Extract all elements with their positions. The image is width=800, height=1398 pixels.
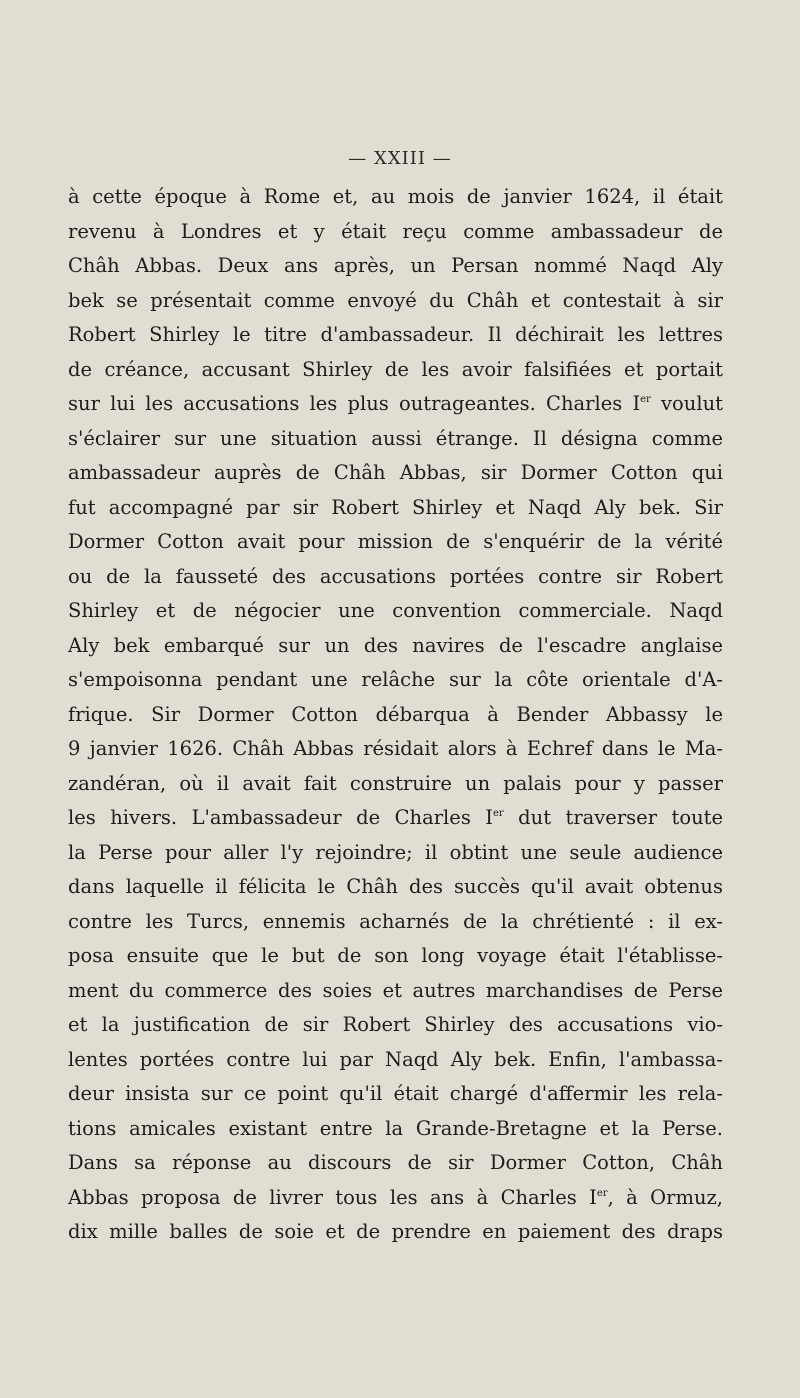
text-line: Abbas proposa de livrer tous les ans à Charles Ier, à Ormuz, xyxy=(68,1185,723,1209)
superscript: er xyxy=(493,808,504,819)
text-line: ou de la fausseté des accusations portées contre sir Robert xyxy=(68,564,723,588)
text-line: ment du commerce des soies et autres marchandises de Perse xyxy=(68,978,723,1002)
text-line: tions amicales existant entre la Grande-Bretagne et la Perse. xyxy=(68,1116,723,1140)
text-line: bek se présentait comme envoyé du Châh et contestait à sir xyxy=(68,288,723,312)
text-line: la Perse pour aller l'y rejoindre; il obtint une seule audience xyxy=(68,840,723,864)
superscript: er xyxy=(640,394,651,405)
text-line: Robert Shirley le titre d'ambassadeur. Il déchirait les lettres xyxy=(68,323,723,346)
text-line: dix mille balles de soie et de prendre en paiement des draps xyxy=(68,1220,723,1243)
text-line: frique. Sir Dormer Cotton débarqua à Bender Abbassy le xyxy=(68,702,723,726)
text-line: sur lui les accusations les plus outrageantes. Charles Ier voulut xyxy=(68,392,723,415)
text-line: ambassadeur auprès de Châh Abbas, sir Dormer Cotton qui xyxy=(68,461,723,484)
text-line: s'empoisonna pendant une relâche sur la côte orientale d'A- xyxy=(68,668,723,691)
body-text xyxy=(68,180,723,1250)
text-line: dans laquelle il félicita le Châh des succès qu'il avait obtenus xyxy=(68,875,723,898)
page-number: — XXIII — xyxy=(348,148,452,169)
text-line: 9 janvier 1626. Châh Abbas résidait alors à Echref dans le Ma- xyxy=(68,737,723,760)
text-line: Shirley et de négocier une convention commerciale. Naqd xyxy=(68,599,723,622)
text-line: Dans sa réponse au discours de sir Dormer Cotton, Châh xyxy=(68,1151,723,1174)
text-line: Dormer Cotton avait pour mission de s'enquérir de la vérité xyxy=(68,530,723,553)
text-line: contre les Turcs, ennemis acharnés de la chrétienté : il ex- xyxy=(68,909,723,933)
text-line: Aly bek embarqué sur un des navires de l'escadre anglaise xyxy=(68,633,723,657)
text-line: Châh Abbas. Deux ans après, un Persan nommé Naqd Aly xyxy=(68,254,723,277)
text-line: fut accompagné par sir Robert Shirley et Naqd Aly bek. Sir xyxy=(68,495,723,519)
text-line: revenu à Londres et y était reçu comme ambassadeur de xyxy=(68,219,723,243)
text-line: s'éclairer sur une situation aussi étrange. Il désigna comme xyxy=(68,426,723,450)
superscript: er xyxy=(596,1187,608,1199)
text-line: à cette époque à Rome et, au mois de janvier 1624, il était xyxy=(68,185,723,208)
text-line: les hivers. L'ambassadeur de Charles Ier dut traverser toute xyxy=(68,806,723,829)
text-line: deur insista sur ce point qu'il était chargé d'affermir les rela- xyxy=(68,1082,723,1105)
text-line: de créance, accusant Shirley de les avoir falsifiées et portait xyxy=(68,357,723,381)
text-line: posa ensuite que le but de son long voyage était l'établisse- xyxy=(68,944,723,967)
text-line: lentes portées contre lui par Naqd Aly bek. Enfin, l'ambassa- xyxy=(68,1047,723,1071)
text-line: et la justification de sir Robert Shirley des accusations vio- xyxy=(68,1013,723,1036)
text-line: zandéran, où il avait fait construire un palais pour y passer xyxy=(68,771,723,795)
